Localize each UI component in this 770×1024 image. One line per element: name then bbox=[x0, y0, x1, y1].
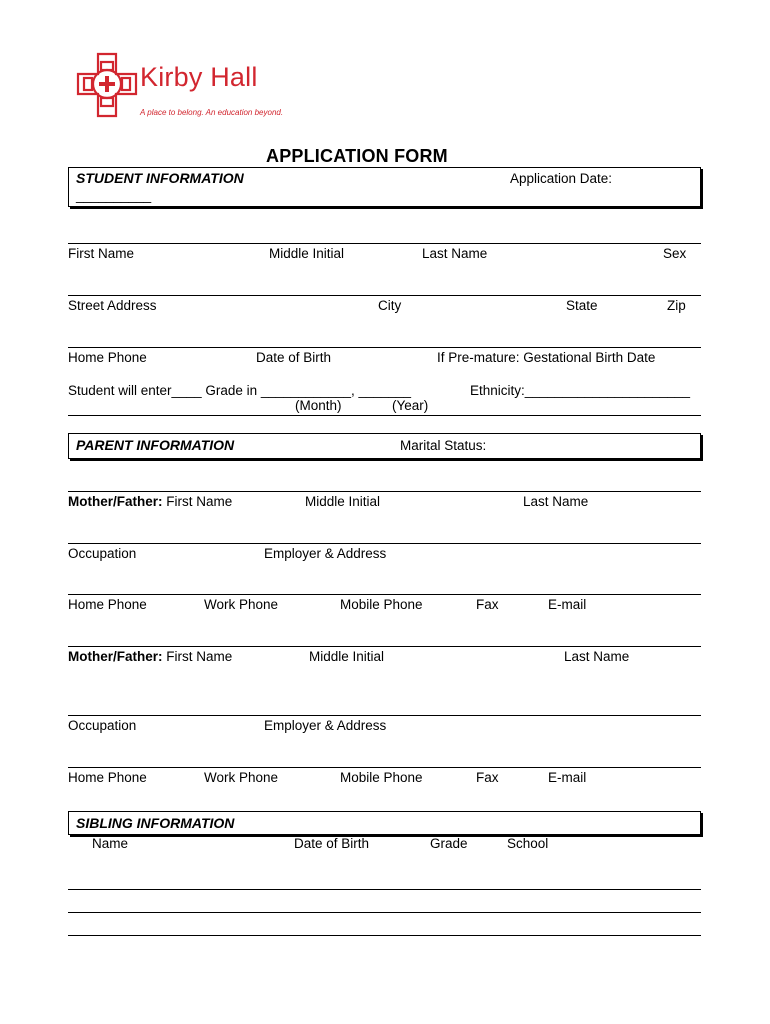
form-title: APPLICATION FORM bbox=[266, 146, 448, 166]
zip-label: Zip bbox=[667, 298, 686, 313]
parent1-home-phone-label: Home Phone bbox=[68, 597, 147, 612]
first-name-label: First Name bbox=[68, 246, 135, 261]
address-line[interactable] bbox=[68, 295, 701, 296]
parent-heading: PARENT INFORMATION bbox=[76, 437, 235, 453]
date-of-birth-label: Date of Birth bbox=[256, 350, 332, 365]
sibling-row-line[interactable] bbox=[68, 912, 701, 913]
application-date-label: Application Date: bbox=[510, 171, 613, 186]
parent2-occupation-line[interactable] bbox=[68, 715, 701, 716]
sibling-name-label: Name bbox=[92, 836, 129, 851]
parent1-middle-initial-label: Middle Initial bbox=[305, 494, 381, 509]
parent2-prefix: Mother/Father: bbox=[68, 649, 163, 664]
phone-line[interactable] bbox=[68, 347, 701, 348]
parent2-mobile-phone-label: Mobile Phone bbox=[340, 770, 423, 785]
school-crest-icon bbox=[76, 52, 138, 118]
parent2-name-labels bbox=[68, 649, 232, 664]
sibling-heading: SIBLING INFORMATION bbox=[76, 815, 235, 831]
ethnicity-field[interactable]: Ethnicity:______________________ bbox=[470, 383, 690, 398]
parent1-fax-label: Fax bbox=[476, 597, 499, 612]
parent1-phone-line[interactable] bbox=[68, 594, 701, 595]
parent1-mobile-phone-label: Mobile Phone bbox=[340, 597, 423, 612]
parent2-phone-line[interactable] bbox=[68, 767, 701, 768]
parent1-name-labels bbox=[68, 494, 232, 509]
parent1-occupation-label: Occupation bbox=[68, 546, 137, 561]
logo bbox=[76, 52, 301, 122]
grade-entry-text[interactable]: Student will enter____ Grade in ____________, _______ bbox=[68, 383, 412, 398]
parent2-first-name-label: First Name bbox=[166, 649, 233, 664]
parent2-employer-label: Employer & Address bbox=[264, 718, 387, 733]
parent1-prefix: Mother/Father: bbox=[68, 494, 163, 509]
parent1-employer-label: Employer & Address bbox=[264, 546, 387, 561]
student-heading: STUDENT INFORMATION bbox=[76, 170, 244, 186]
parent2-home-phone-label: Home Phone bbox=[68, 770, 147, 785]
premature-label: If Pre-mature: Gestational Birth Date bbox=[437, 350, 656, 365]
middle-initial-label: Middle Initial bbox=[269, 246, 345, 261]
sibling-grade-label: Grade bbox=[430, 836, 468, 851]
month-label: (Month) bbox=[295, 398, 342, 413]
parent1-email-label: E-mail bbox=[548, 597, 587, 612]
parent1-occupation-line[interactable] bbox=[68, 543, 701, 544]
state-label: State bbox=[566, 298, 598, 313]
sibling-row-line[interactable] bbox=[68, 889, 701, 890]
parent1-work-phone-label: Work Phone bbox=[204, 597, 279, 612]
application-date-field[interactable]: __________ bbox=[76, 188, 152, 203]
year-label: (Year) bbox=[392, 398, 429, 413]
parent2-occupation-label: Occupation bbox=[68, 718, 137, 733]
parent2-email-label: E-mail bbox=[548, 770, 587, 785]
parent2-work-phone-label: Work Phone bbox=[204, 770, 279, 785]
sibling-school-label: School bbox=[507, 836, 549, 851]
student-name-line[interactable] bbox=[68, 243, 701, 244]
parent1-name-line[interactable] bbox=[68, 491, 701, 492]
student-end-line bbox=[68, 415, 701, 416]
last-name-label: Last Name bbox=[422, 246, 488, 261]
logo-tagline: A place to belong. An education beyond. bbox=[140, 108, 284, 117]
parent2-name-line[interactable] bbox=[68, 646, 701, 647]
home-phone-label: Home Phone bbox=[68, 350, 147, 365]
sibling-row-line[interactable] bbox=[68, 935, 701, 936]
parent1-first-name-label: First Name bbox=[166, 494, 233, 509]
city-label: City bbox=[378, 298, 402, 313]
sex-label: Sex bbox=[663, 246, 687, 261]
street-address-label: Street Address bbox=[68, 298, 157, 313]
parent2-fax-label: Fax bbox=[476, 770, 499, 785]
logo-text: Kirby Hall bbox=[140, 62, 258, 92]
parent2-last-name-label: Last Name bbox=[564, 649, 630, 664]
sibling-dob-label: Date of Birth bbox=[294, 836, 370, 851]
marital-status-label: Marital Status: bbox=[400, 438, 487, 453]
parent2-middle-initial-label: Middle Initial bbox=[309, 649, 385, 664]
parent1-last-name-label: Last Name bbox=[523, 494, 589, 509]
